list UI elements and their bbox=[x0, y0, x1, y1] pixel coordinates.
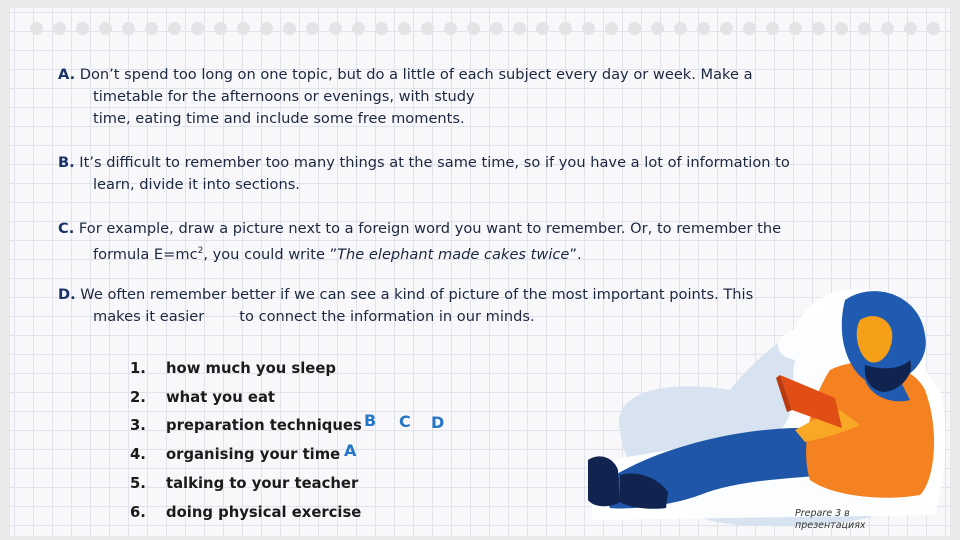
list-item-text: how much you sleep bbox=[166, 359, 336, 377]
list-item-number: 4. bbox=[130, 446, 146, 464]
ring-hole bbox=[904, 22, 917, 35]
paragraph-a-letter: A. bbox=[58, 66, 76, 83]
ring-hole bbox=[260, 22, 273, 35]
ring-hole bbox=[53, 22, 66, 35]
paragraph-a bbox=[58, 64, 878, 130]
paragraph-b-line2: learn, divide it into sections. bbox=[93, 176, 300, 193]
ring-hole bbox=[628, 22, 641, 35]
paragraph-c-line1: For example, draw a picture next to a foreign word you want to remember. Or, to remember the bbox=[74, 220, 782, 237]
ring-hole bbox=[927, 22, 940, 35]
ring-hole bbox=[835, 22, 848, 35]
paragraph-c-suffix: ”. bbox=[569, 245, 582, 263]
ring-hole bbox=[582, 22, 595, 35]
ring-hole bbox=[99, 22, 112, 35]
ring-hole bbox=[720, 22, 733, 35]
formula-text: formula E=mc bbox=[93, 245, 198, 263]
reading-woman-illustration bbox=[580, 280, 950, 530]
ring-hole bbox=[168, 22, 181, 35]
ring-hole bbox=[122, 22, 135, 35]
paragraph-a-line2: timetable for the afternoons or evenings, with study bbox=[93, 88, 475, 105]
answer-c: C bbox=[399, 412, 411, 431]
ring-hole bbox=[536, 22, 549, 35]
topic-list bbox=[130, 354, 362, 527]
list-item bbox=[130, 469, 362, 498]
paragraph-c-mid: , you could write ” bbox=[203, 245, 338, 263]
paragraph-c bbox=[58, 218, 878, 266]
ring-hole bbox=[513, 22, 526, 35]
paragraph-d-line2-end: to connect the information in our minds. bbox=[239, 308, 535, 325]
ring-hole bbox=[191, 22, 204, 35]
ring-hole bbox=[421, 22, 434, 35]
list-item bbox=[130, 412, 362, 441]
list-item bbox=[130, 354, 362, 383]
ring-hole bbox=[375, 22, 388, 35]
list-item bbox=[130, 383, 362, 412]
paragraph-b-letter: B. bbox=[58, 154, 75, 171]
ring-hole bbox=[237, 22, 250, 35]
mnemonic-phrase: The elephant made cakes twice bbox=[337, 245, 570, 263]
paragraph-d-line1: We often remember better if we can see a kind of picture of the most important points. This bbox=[75, 286, 754, 303]
answer-d: D bbox=[431, 413, 445, 432]
ring-hole bbox=[674, 22, 687, 35]
ring-hole bbox=[214, 22, 227, 35]
ring-hole bbox=[398, 22, 411, 35]
list-item-number: 3. bbox=[130, 417, 146, 435]
ring-hole bbox=[881, 22, 894, 35]
paragraph-a-line1: Don’t spend too long on one topic, but do a little of each subject every day or week. Make a bbox=[75, 66, 753, 83]
answer-b: B bbox=[364, 411, 377, 430]
ring-hole bbox=[858, 22, 871, 35]
ring-hole bbox=[306, 22, 319, 35]
list-item-number: 1. bbox=[130, 359, 146, 377]
paragraph-c-letter: C. bbox=[58, 220, 75, 237]
list-item-text: doing physical exercise bbox=[166, 503, 362, 521]
ring-hole bbox=[467, 22, 480, 35]
list-item-text: talking to your teacher bbox=[166, 475, 359, 493]
paragraph-b-line1: It’s difficult to remember too many things at the same time, so if you have a lot of information to bbox=[74, 154, 790, 171]
answer-a: A bbox=[344, 441, 357, 460]
ring-hole bbox=[283, 22, 296, 35]
ring-hole bbox=[352, 22, 365, 35]
ring-hole bbox=[76, 22, 89, 35]
ring-hole bbox=[812, 22, 825, 35]
list-item-text: what you eat bbox=[166, 388, 276, 406]
ring-holes bbox=[30, 18, 950, 38]
ring-hole bbox=[766, 22, 779, 35]
list-item bbox=[130, 498, 362, 527]
footnote: Prepare 3 в презентациях bbox=[795, 508, 866, 531]
paragraph-c-line2 bbox=[58, 240, 878, 266]
list-item-text: organising your time bbox=[166, 446, 341, 464]
ring-hole bbox=[789, 22, 802, 35]
list-item-text: preparation techniques bbox=[166, 417, 362, 435]
ring-hole bbox=[743, 22, 756, 35]
list-item-number: 6. bbox=[130, 503, 146, 521]
ring-hole bbox=[605, 22, 618, 35]
list-item-number: 5. bbox=[130, 475, 146, 493]
paragraph-b bbox=[58, 152, 878, 196]
ring-hole bbox=[651, 22, 664, 35]
ring-hole bbox=[444, 22, 457, 35]
ring-hole bbox=[490, 22, 503, 35]
paragraph-a-line3: time, eating time and include some free moments. bbox=[93, 110, 465, 127]
ring-hole bbox=[559, 22, 572, 35]
formula-superscript: 2 bbox=[197, 246, 204, 256]
ring-hole bbox=[329, 22, 342, 35]
ring-hole bbox=[697, 22, 710, 35]
ring-hole bbox=[145, 22, 158, 35]
paragraph-d-letter: D. bbox=[58, 286, 76, 303]
list-item bbox=[130, 440, 362, 469]
paragraph-d-line2-start: makes it easier bbox=[93, 308, 205, 325]
ring-hole bbox=[30, 22, 43, 35]
list-item-number: 2. bbox=[130, 388, 146, 406]
